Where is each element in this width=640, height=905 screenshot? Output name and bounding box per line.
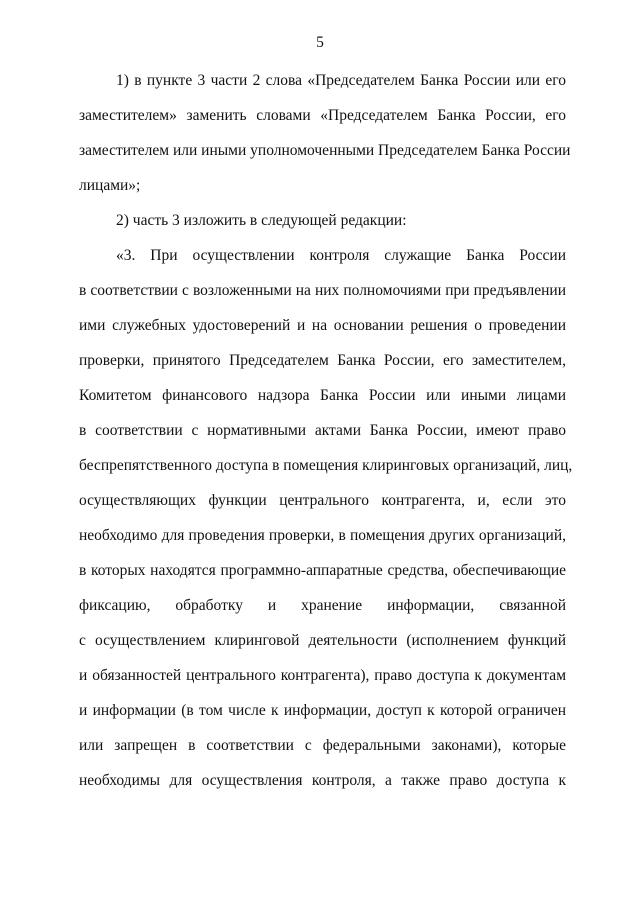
text-line: или запрещен в соответствии с федеральными законами), которые (79, 737, 566, 754)
text-line: «3. При осуществлении контроля служащие Банка России (116, 247, 566, 264)
text-line: в соответствии с возложенными на них полномочиями при предъявлении (79, 282, 566, 299)
text-line: с осуществлением клиринговой деятельности (исполнением функций (79, 632, 566, 649)
text-line: лицами»; (79, 177, 141, 194)
text-line: необходимо для проведения проверки, в помещения других организаций, (79, 527, 566, 544)
text-line: 2) часть 3 изложить в следующей редакции: (116, 212, 407, 229)
text-line: фиксацию, обработку и хранение информации, связанной (79, 597, 566, 614)
text-line: проверки, принятого Председателем Банка России, его заместителем, (79, 352, 566, 369)
text-line: Комитетом финансового надзора Банка России или иными лицами (79, 387, 566, 404)
text-line: и обязанностей центрального контрагента), право доступа к документам (79, 667, 566, 684)
document-body (79, 70, 573, 805)
text-line: в которых находятся программно-аппаратные средства, обеспечивающие (79, 562, 566, 579)
page-number: 5 (316, 34, 324, 51)
text-line: необходимы для осуществления контроля, а также право доступа к (79, 772, 566, 789)
text-line: и информации (в том числе к информации, доступ к которой ограничен (79, 702, 566, 719)
text-line: заместителем» заменить словами «Председателем Банка России, его (79, 107, 566, 124)
text-line: беспрепятственного доступа в помещения клиринговых организаций, лиц, (79, 457, 573, 474)
text-line: ими служебных удостоверений и на основании решения о проведении (79, 317, 566, 334)
text-line: 1) в пункте 3 части 2 слова «Председателем Банка России или его (116, 72, 566, 89)
text-line: осуществляющих функции центрального контрагента, и, если это (79, 492, 566, 509)
text-line: в соответствии с нормативными актами Банка России, имеют право (79, 422, 566, 439)
text-line: заместителем или иными уполномоченными Председателем Банка России (79, 142, 571, 159)
